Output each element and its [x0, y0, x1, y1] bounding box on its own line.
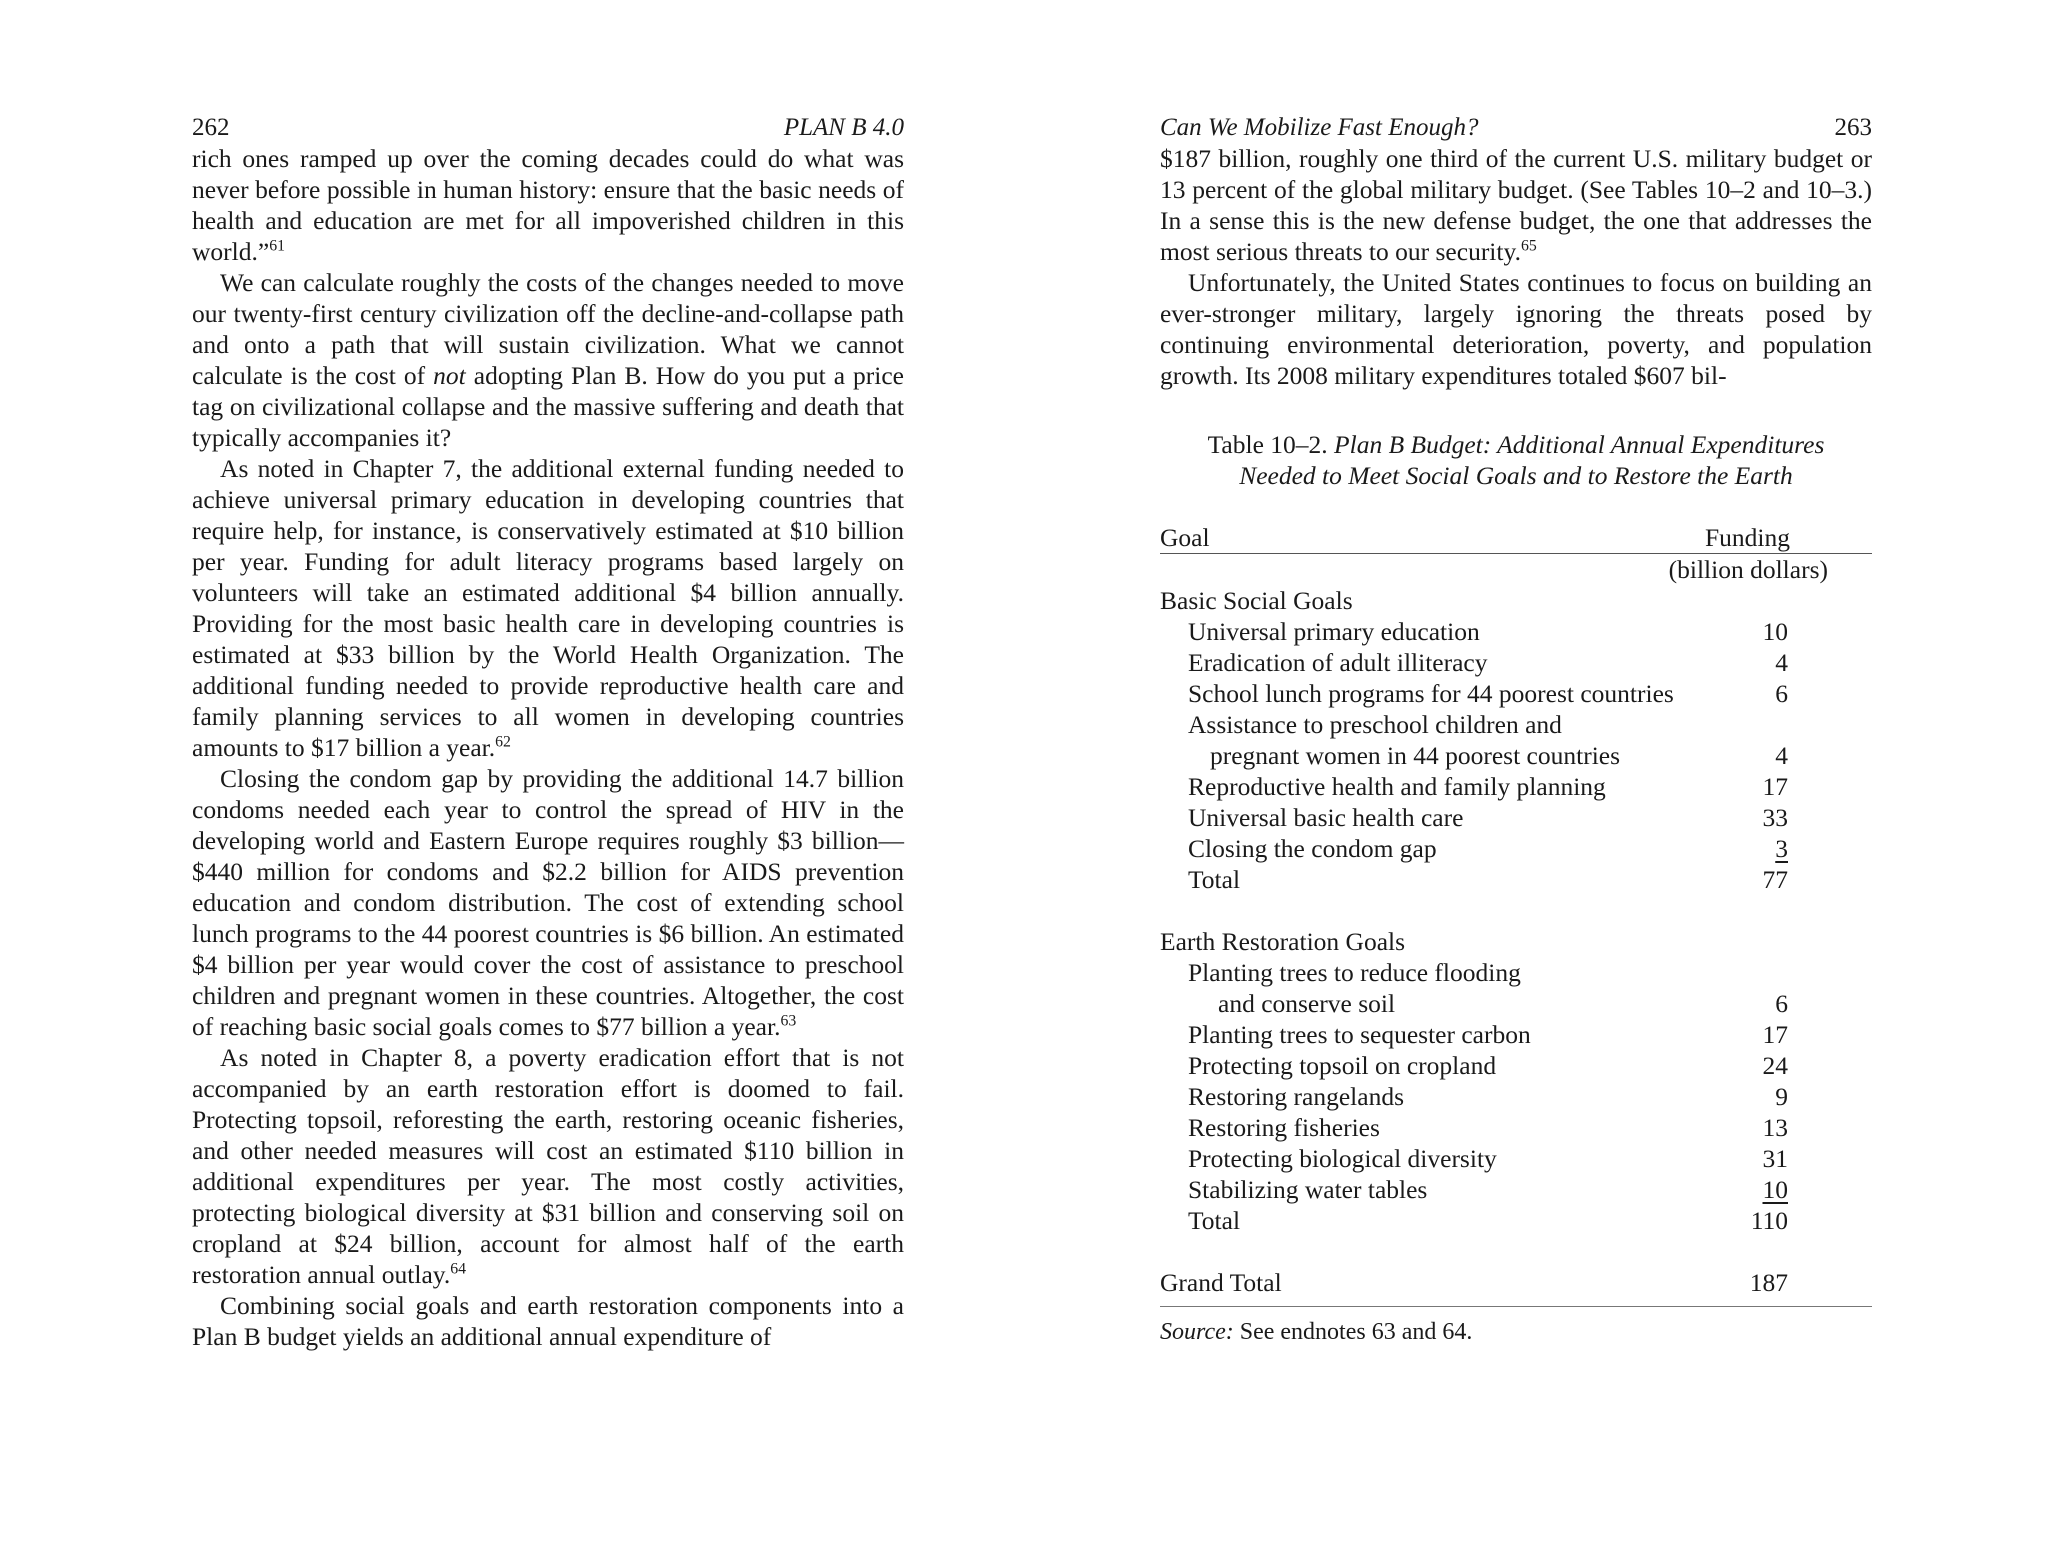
table-header	[1160, 522, 1872, 554]
endnote-ref: 63	[780, 1012, 797, 1030]
section-heading: Basic Social Goals	[1160, 586, 1353, 615]
paragraph: Combining social goals and earth restoration components into a Plan B budget yields an additional annual expenditure of	[192, 1291, 904, 1351]
source-text: See endnotes 63 and 64.	[1239, 1319, 1473, 1345]
table-row: Assistance to preschool children and	[1188, 710, 1562, 739]
grand-total-row: Grand Total 187	[1160, 1268, 1788, 1297]
table-row: Stabilizing water tables 10	[1188, 1175, 1788, 1204]
table-row: Universal primary education 10	[1188, 617, 1788, 646]
page-number: 262	[192, 114, 230, 141]
table-title: Plan B Budget: Additional Annual Expenditures	[1334, 430, 1825, 459]
table-row: Restoring fisheries 13	[1188, 1113, 1788, 1142]
paragraph: rich ones ramped up over the coming decades could do what was never before possible in human history: ensure that the basic needs of health and education are met for all impoverished children in this world.”$^{61}$	[192, 144, 904, 266]
paragraph: As noted in Chapter 8, a poverty eradication effort that is not accompanied by an earth restoration effort is doomed to fail. Protecting topsoil, reforesting the earth, restoring oceanic fisheries, and other needed measures will cost an estimated $110 billion in additional expenditures per year. The most costly activities, protecting biological diversity at $31 billion and conserving soil on cropland at $24 billion, account for almost half of the earth restoration annual outlay.$^{64}$	[192, 1043, 904, 1289]
subtotal-row: Total 110	[1188, 1206, 1788, 1235]
section-heading: Earth Restoration Goals	[1160, 927, 1406, 956]
running-head-left	[192, 112, 904, 143]
paragraph: Closing the condom gap by providing the additional 14.7 billion condoms needed each year to control the spread of HIV in the developing world and Eastern Europe requires roughly $3 billion—$440 million for condoms and $2.2 billion for AIDS prevention education and condom distribution. The cost of extending school lunch programs to the 44 poorest countries is $6 billion. An estimated $4 billion per year would cover the cost of assistance to preschool children and pregnant women in these countries. Altogether, the cost of reaching basic social goals comes to $77 billion a year.$^{63}$	[192, 764, 904, 1041]
running-title: Can We Mobilize Fast Enough?	[1160, 114, 1479, 141]
table-row: Planting trees to reduce flooding	[1188, 958, 1521, 987]
table-label: Table 10–2.	[1207, 430, 1328, 459]
column-header-goal: Goal	[1160, 523, 1210, 552]
table-row: Restoring rangelands 9	[1188, 1082, 1788, 1111]
emphasis: not	[433, 361, 466, 390]
endnote-ref: 64	[450, 1260, 467, 1278]
subtotal-row: Total 77	[1188, 865, 1788, 894]
endnote-ref: 65	[1520, 237, 1537, 255]
column-header-funding: Funding	[1704, 523, 1790, 552]
endnote-ref: 62	[495, 733, 511, 751]
table-row: Planting trees to sequester carbon 17	[1188, 1020, 1788, 1049]
budget-table	[1160, 522, 1872, 1307]
table-row: Protecting topsoil on cropland 24	[1188, 1051, 1788, 1080]
table-caption	[1160, 429, 1872, 491]
running-head-right	[1160, 112, 1872, 143]
table-row: Reproductive health and family planning 17	[1188, 772, 1788, 801]
table-row-cont: and conserve soil 6	[1218, 989, 1788, 1018]
paragraph: We can calculate roughly the costs of the changes needed to move our twenty-first century civilization off the decline-and-collapse path and onto a path that will sustain civilization. What we cannot calculate is the cost of not adopting Plan B. How do you put a price tag on civilizational collapse and the massive suffering and death that typically accompanies it?	[192, 268, 904, 452]
paragraph: As noted in Chapter 7, the additional external funding needed to achieve universal primary education in developing countries that require help, for instance, is conservatively estimated at $10 billion per year. Funding for adult literacy programs based largely on volunteers will take an estimated additional $4 billion annually. Providing for the most basic health care in developing countries is estimated at $33 billion by the World Health Organization. The additional funding needed to provide reproductive health care and family planning services to all women in developing countries amounts to $17 billion a year.$^{62}$	[192, 454, 904, 762]
table-row: School lunch programs for 44 poorest countries 6	[1188, 679, 1788, 708]
page-number: 263	[1834, 114, 1872, 141]
body-text-left	[192, 143, 904, 1352]
table-title-cont: Needed to Meet Social Goals and to Restore the Earth	[1239, 461, 1793, 490]
running-title: PLAN B 4.0	[783, 114, 904, 141]
paragraph: $187 billion, roughly one third of the current U.S. military budget or 13 percent of the global military budget. (See Tables 10–2 and 10–3.) In a sense this is the new defense budget, the one that addresses the most serious threats to our security.$^{65}$	[1160, 144, 1872, 266]
endnote-ref: 61	[269, 237, 285, 255]
table-source	[1160, 1317, 1872, 1348]
body-text-right	[1160, 143, 1872, 391]
right-page	[1160, 112, 1872, 1348]
table-row-cont: pregnant women in 44 poorest countries 4	[1210, 741, 1788, 770]
units-row	[1160, 554, 1872, 585]
paragraph: Unfortunately, the United States continues to focus on building an ever-stronger military, largely ignoring the threats posed by continuing environmental deterioration, poverty, and population growth. Its 2008 military expenditures totaled $607 bil-	[1160, 268, 1872, 390]
units-label: (billion dollars)	[1668, 555, 1828, 584]
table-bottom-rule	[1160, 1298, 1872, 1307]
table-row: Protecting biological diversity 31	[1188, 1144, 1788, 1173]
source-label: Source:	[1160, 1319, 1234, 1345]
table-row: Universal basic health care 33	[1188, 803, 1788, 832]
left-page	[192, 112, 904, 1352]
table-row: Closing the condom gap 3	[1188, 834, 1788, 863]
table-row: Eradication of adult illiteracy 4	[1188, 648, 1788, 677]
